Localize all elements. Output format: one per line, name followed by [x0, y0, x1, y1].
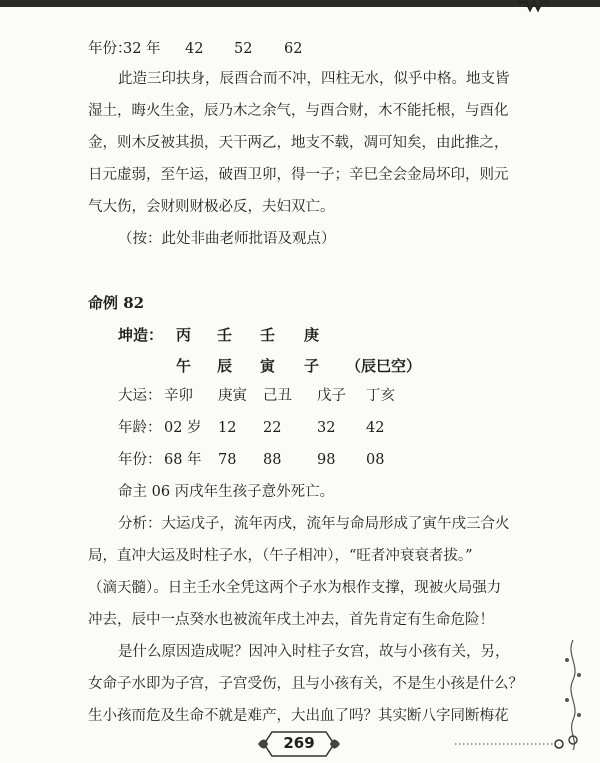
heavenly-stem: 丙: [176, 326, 192, 344]
year-value: 98: [317, 452, 336, 468]
earthly-branch: 午: [176, 357, 192, 375]
earthly-branch: 寅: [260, 357, 276, 375]
luck-value: 辛卯: [164, 388, 193, 404]
paragraph-line: 湿土，晦火生金，辰乃木之余气，与酉合财，木不能托根，与酉化: [88, 103, 509, 119]
year-value: 78: [218, 452, 237, 468]
paragraph-line: 日元虚弱，至午运，破酉卫卯，得一子；辛巳全会金局坏印，则元: [88, 167, 509, 183]
luck-value: 己丑: [263, 388, 292, 404]
paragraph-line: 此造三印扶身，辰酉合而不冲，四柱无水，似乎中格。地支皆: [118, 71, 510, 87]
age-value: 42: [366, 420, 385, 436]
age-value: 12: [218, 420, 237, 436]
year-value: 68 年: [164, 452, 202, 468]
earthly-branch: 辰: [217, 357, 233, 375]
paragraph-line: 冲去，辰中一点癸水也被流年戌土冲去，首先肯定有生命危险！: [88, 612, 494, 628]
paragraph-line: 女命子水即为子宫，子宫受伤，且与小孩有关，不是生小孩是什么？: [88, 676, 523, 692]
earthly-branch: 子: [304, 357, 320, 375]
year-row-1: [88, 39, 303, 59]
year-value: 62: [284, 41, 303, 57]
event-line: 命主 06 丙戌年生孩子意外死亡。: [118, 484, 335, 500]
year-value: 52: [234, 41, 253, 57]
luck-value: 庚寅: [218, 388, 247, 404]
year-value: 08: [366, 452, 385, 468]
luck-value: 丁亥: [366, 388, 395, 404]
paragraph-line: 局，直冲大运及时柱子水，（午子相冲），“旺者冲衰衰者拔。”: [88, 548, 473, 564]
year-row-1-label: 年份：: [88, 41, 132, 57]
top-border: [0, 0, 600, 7]
paragraph-line: 生小孩而危及生命不就是难产，大出血了吗？其实断八字同断梅花: [88, 708, 509, 724]
paragraph-line: 金，则木反被其损，天干两乙，地支不载，凋可知矣，由此推之，: [88, 135, 509, 151]
case-title: 命例 82: [88, 294, 145, 312]
author-note: （按：此处非曲老师批语及观点）: [118, 231, 336, 247]
heavenly-stem: 壬: [217, 326, 233, 344]
paragraph-line: 分析：大运戊子，流年丙戌，流年与命局形成了寅午戌三合火: [118, 516, 510, 532]
page-number: 269: [283, 734, 315, 752]
age-row: [118, 418, 385, 438]
luck-row: [118, 386, 395, 406]
year-label: 年份：: [118, 452, 162, 468]
void-note: （辰巳空）: [346, 357, 422, 375]
year-value: 88: [263, 452, 282, 468]
paragraph-line: 是什么原因造成呢？因冲入时柱子女宫，故与小孩有关，另，: [118, 644, 510, 660]
luck-value: 戊子: [317, 388, 346, 404]
age-label: 年龄：: [118, 420, 162, 436]
year-value: 32 年: [123, 41, 161, 57]
age-value: 32: [317, 420, 336, 436]
dotted-ornament-icon: [455, 734, 565, 754]
luck-label: 大运：: [118, 388, 162, 404]
year-value: 42: [185, 41, 204, 57]
heavenly-stem: 庚: [304, 326, 320, 344]
paragraph-line: 气大伤，会财则财极必反，夫妇双亡。: [88, 199, 335, 215]
age-value: 22: [263, 420, 282, 436]
chart-label: 坤造：: [118, 326, 164, 344]
age-value: 02 岁: [164, 420, 202, 436]
heavenly-stem: 壬: [260, 326, 276, 344]
corner-ornament-icon: [516, 0, 552, 14]
year-row-2: [118, 450, 385, 470]
paragraph-line: （滴天髓）。日主壬水全凭这两个子水为根作支撑，现被火局强力: [88, 580, 502, 596]
